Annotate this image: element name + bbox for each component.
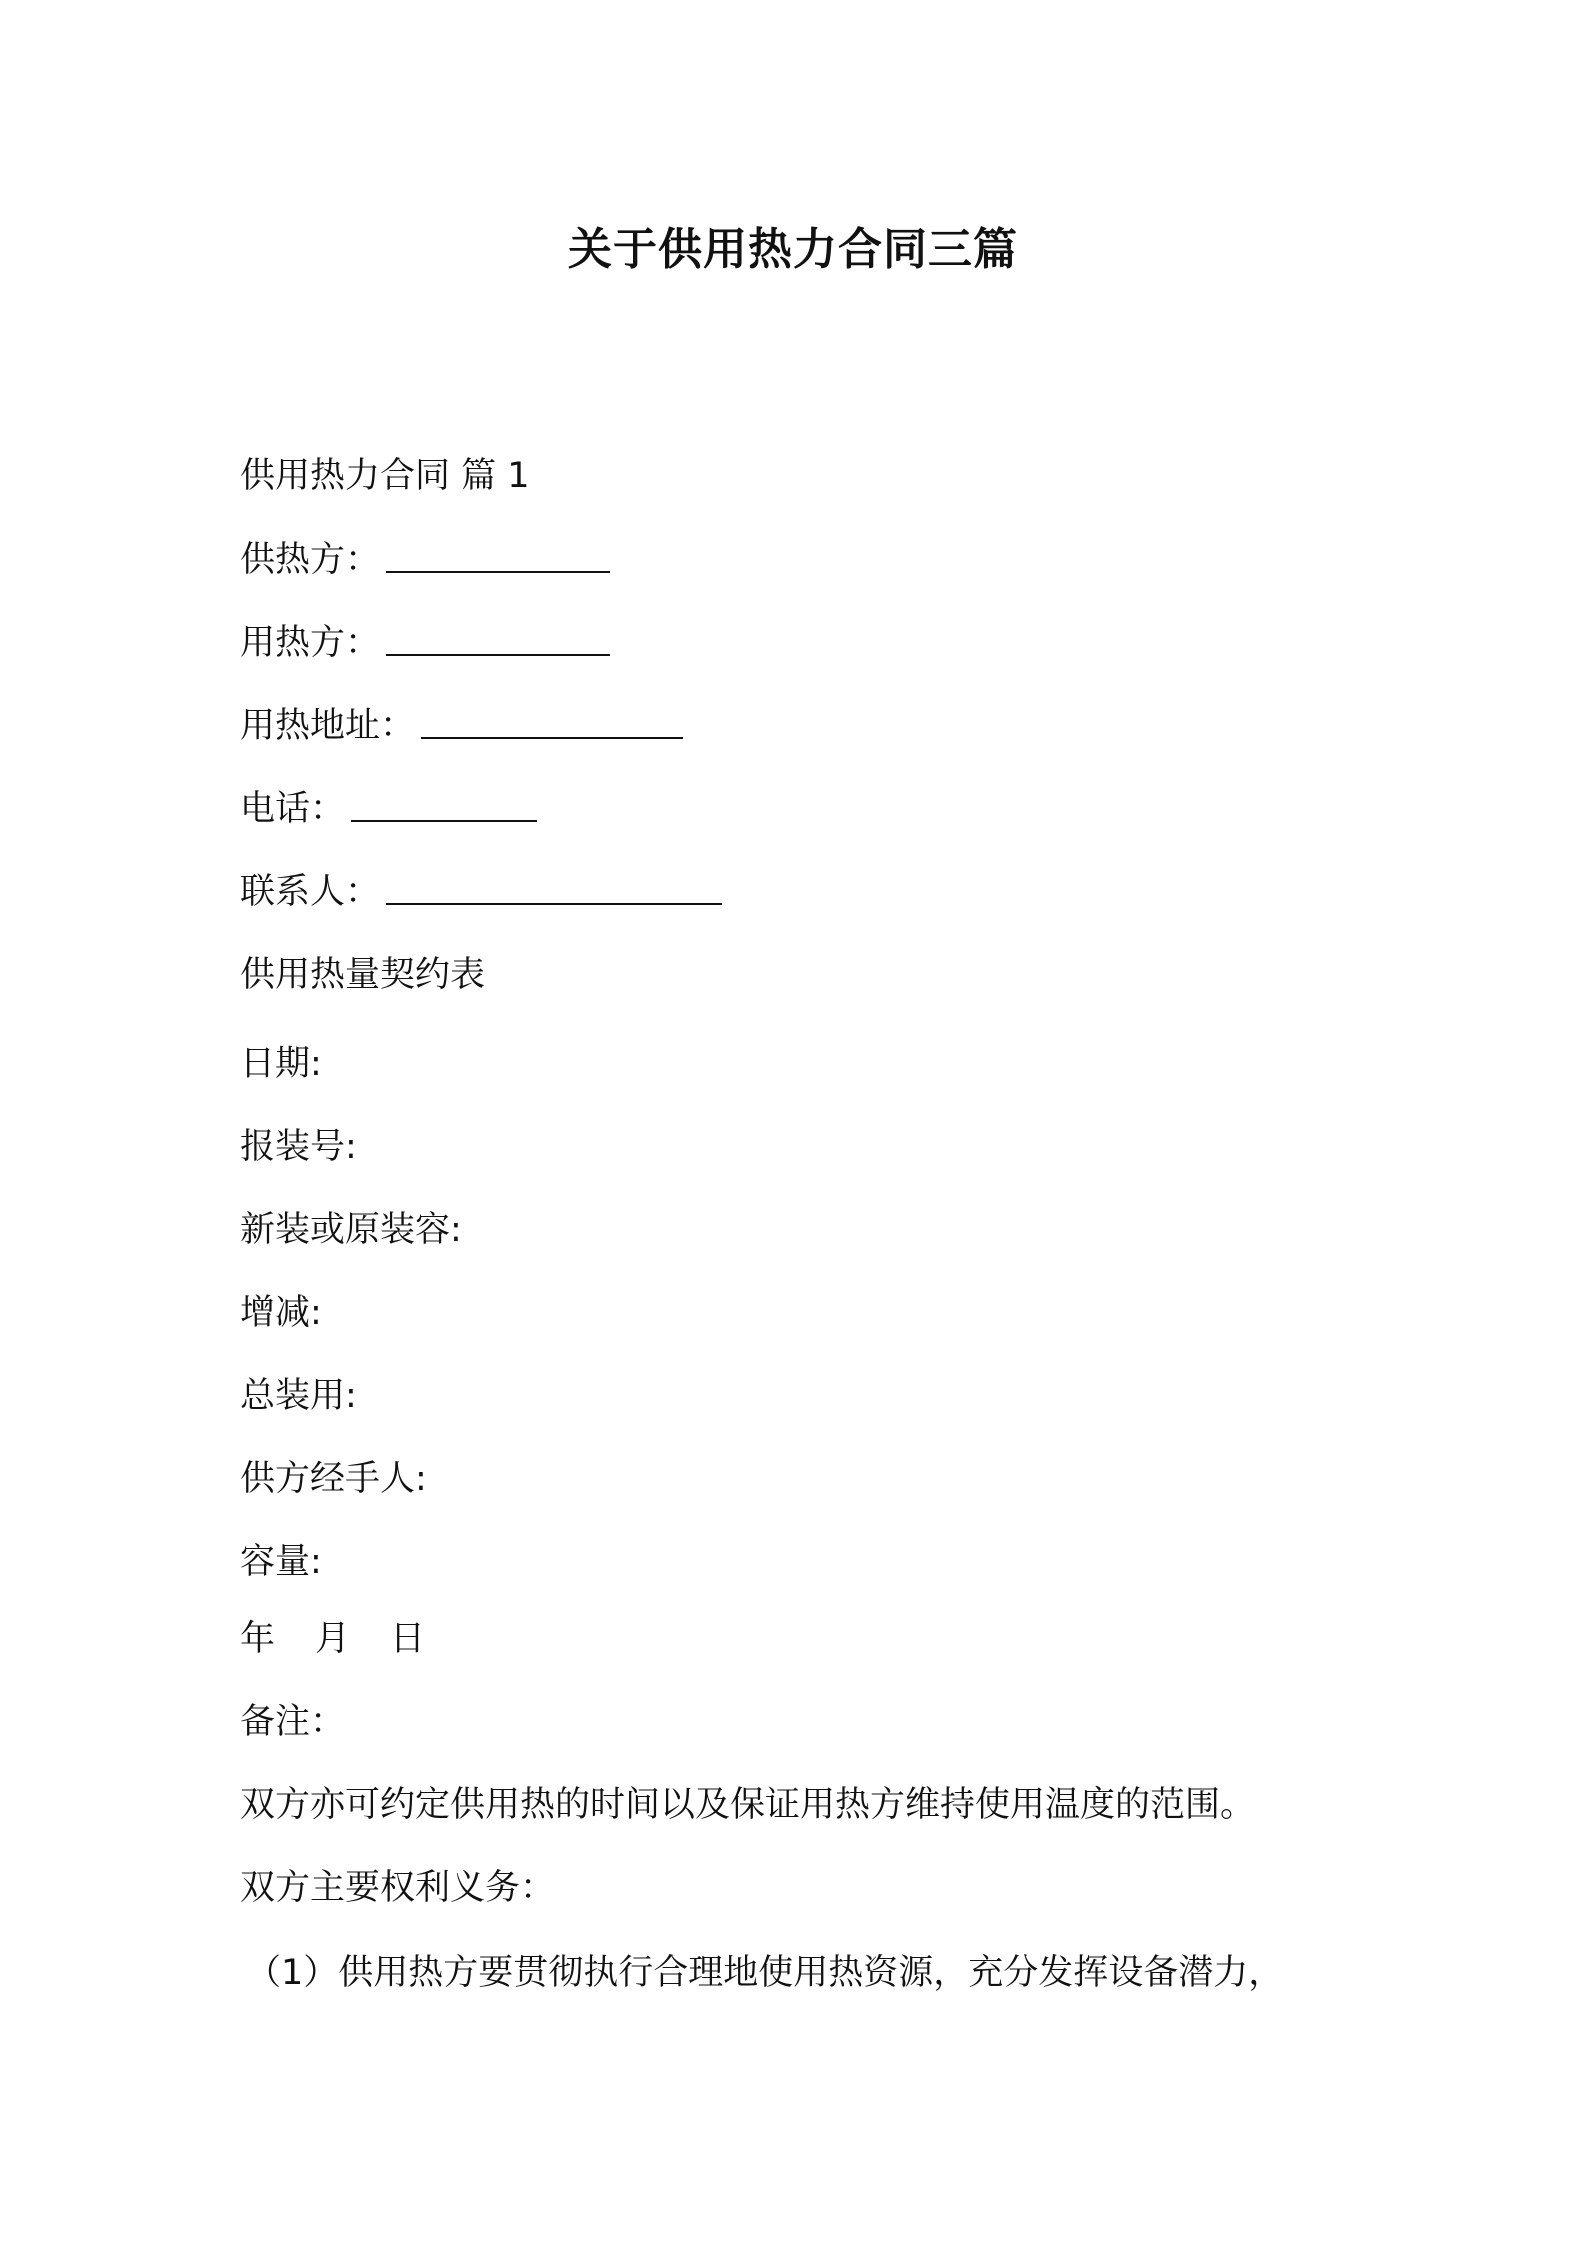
phone-blank <box>351 790 537 822</box>
document-title: 关于供用热力合同三篇 <box>568 224 1018 275</box>
day-label: 日 <box>390 1619 426 1659</box>
phone-row <box>240 785 537 833</box>
contact-label: 联系人： <box>240 872 381 912</box>
total-use-field: 总装用: <box>240 1376 357 1416</box>
remarks-label: 备注： <box>240 1702 346 1742</box>
change-field: 增减: <box>240 1293 322 1333</box>
contract-table-heading: 供用热量契约表 <box>240 955 486 995</box>
user-label: 用热方： <box>240 623 381 663</box>
address-row <box>240 702 683 750</box>
date-field: 日期: <box>240 1044 322 1084</box>
month-label: 月 <box>315 1619 351 1659</box>
section-heading: 供用热力合同 篇 1 <box>240 456 530 496</box>
phone-label: 电话： <box>240 789 346 829</box>
paragraph-time-range: 双方亦可约定供用热的时间以及保证用热方维持使用温度的范围。 <box>240 1785 1256 1825</box>
address-blank <box>421 707 683 739</box>
user-row <box>240 619 610 667</box>
supplier-row <box>240 536 610 584</box>
contact-row <box>240 868 722 916</box>
paragraph-clause-1: （1）供用热方要贯彻执行合理地使用热资源，充分发挥设备潜力， <box>246 1953 1284 1993</box>
paragraph-rights-duties: 双方主要权利义务： <box>240 1868 556 1908</box>
year-label: 年 <box>240 1619 276 1659</box>
date-line <box>240 1615 425 1663</box>
address-label: 用热地址： <box>240 706 416 746</box>
supplier-blank <box>386 541 610 573</box>
user-blank <box>386 624 610 656</box>
contact-blank <box>386 873 722 905</box>
new-or-original-field: 新装或原装容: <box>240 1210 462 1250</box>
handler-field: 供方经手人: <box>240 1459 427 1499</box>
capacity-field: 容量: <box>240 1542 322 1582</box>
install-no-field: 报装号: <box>240 1127 357 1167</box>
supplier-label: 供热方： <box>240 540 381 580</box>
